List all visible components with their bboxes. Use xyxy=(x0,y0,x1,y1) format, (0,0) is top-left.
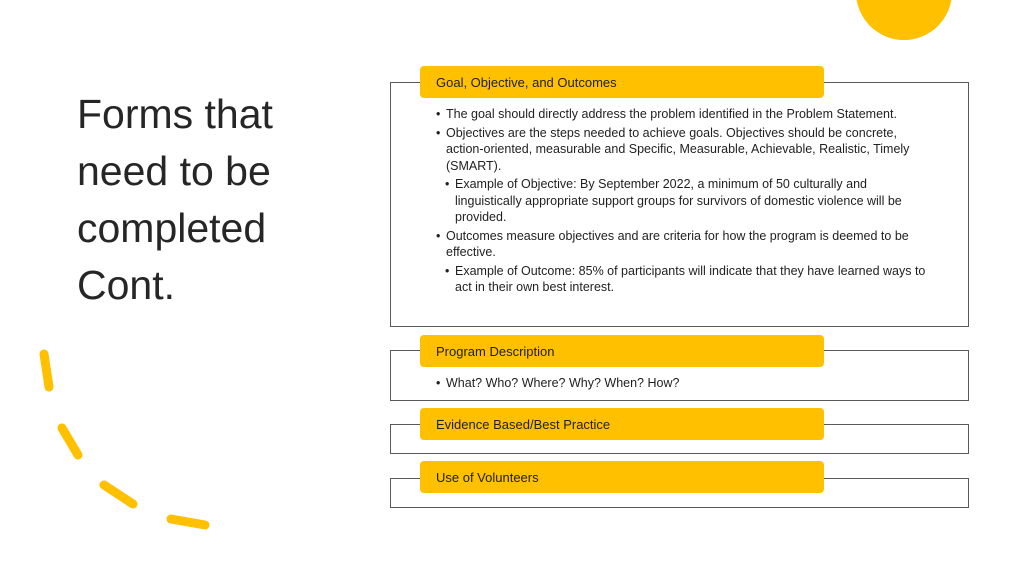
section-label: Program Description xyxy=(436,343,555,359)
list-item: • The goal should directly address the problem identified in the Problem Statement. xyxy=(436,106,936,123)
list-item: • Example of Objective: By September 2022, a minimum of 50 culturally and linguistically appropriate support groups for survivors of domestic violence will be provided. xyxy=(445,176,936,226)
list-item: • Example of Outcome: 85% of participants will indicate that they have learned ways to act in their own best interest. xyxy=(445,263,936,296)
evidence-based-header xyxy=(420,408,824,440)
title-line: completed xyxy=(77,205,267,251)
page-title xyxy=(77,86,337,314)
program-description-content xyxy=(436,375,936,394)
arc-dash-3 xyxy=(104,485,133,504)
title-line: Cont. xyxy=(77,262,175,308)
list-item: • What? Who? Where? Why? When? How? xyxy=(436,375,936,392)
goal-objective-outcomes-content xyxy=(436,106,936,298)
section-label: Goal, Objective, and Outcomes xyxy=(436,74,617,90)
title-line: need to be xyxy=(77,148,271,194)
arc-dash-4 xyxy=(171,519,205,525)
use-of-volunteers-header xyxy=(420,461,824,493)
arc-dash-2 xyxy=(62,428,78,455)
list-item: • Objectives are the steps needed to achieve goals. Objectives should be concrete, action-oriented, measurable and Specific, Measurable, Achievable, Realistic, Timely (SMART). xyxy=(436,125,936,175)
program-description-header xyxy=(420,335,824,367)
arc-dash-1 xyxy=(44,354,49,387)
section-label: Evidence Based/Best Practice xyxy=(436,416,611,432)
goal-objective-outcomes-header xyxy=(420,66,824,98)
title-line: Forms that xyxy=(77,91,273,137)
section-label: Use of Volunteers xyxy=(436,469,539,485)
decorative-circle xyxy=(856,0,952,40)
list-item: • Outcomes measure objectives and are criteria for how the program is deemed to be effective. xyxy=(436,228,936,261)
